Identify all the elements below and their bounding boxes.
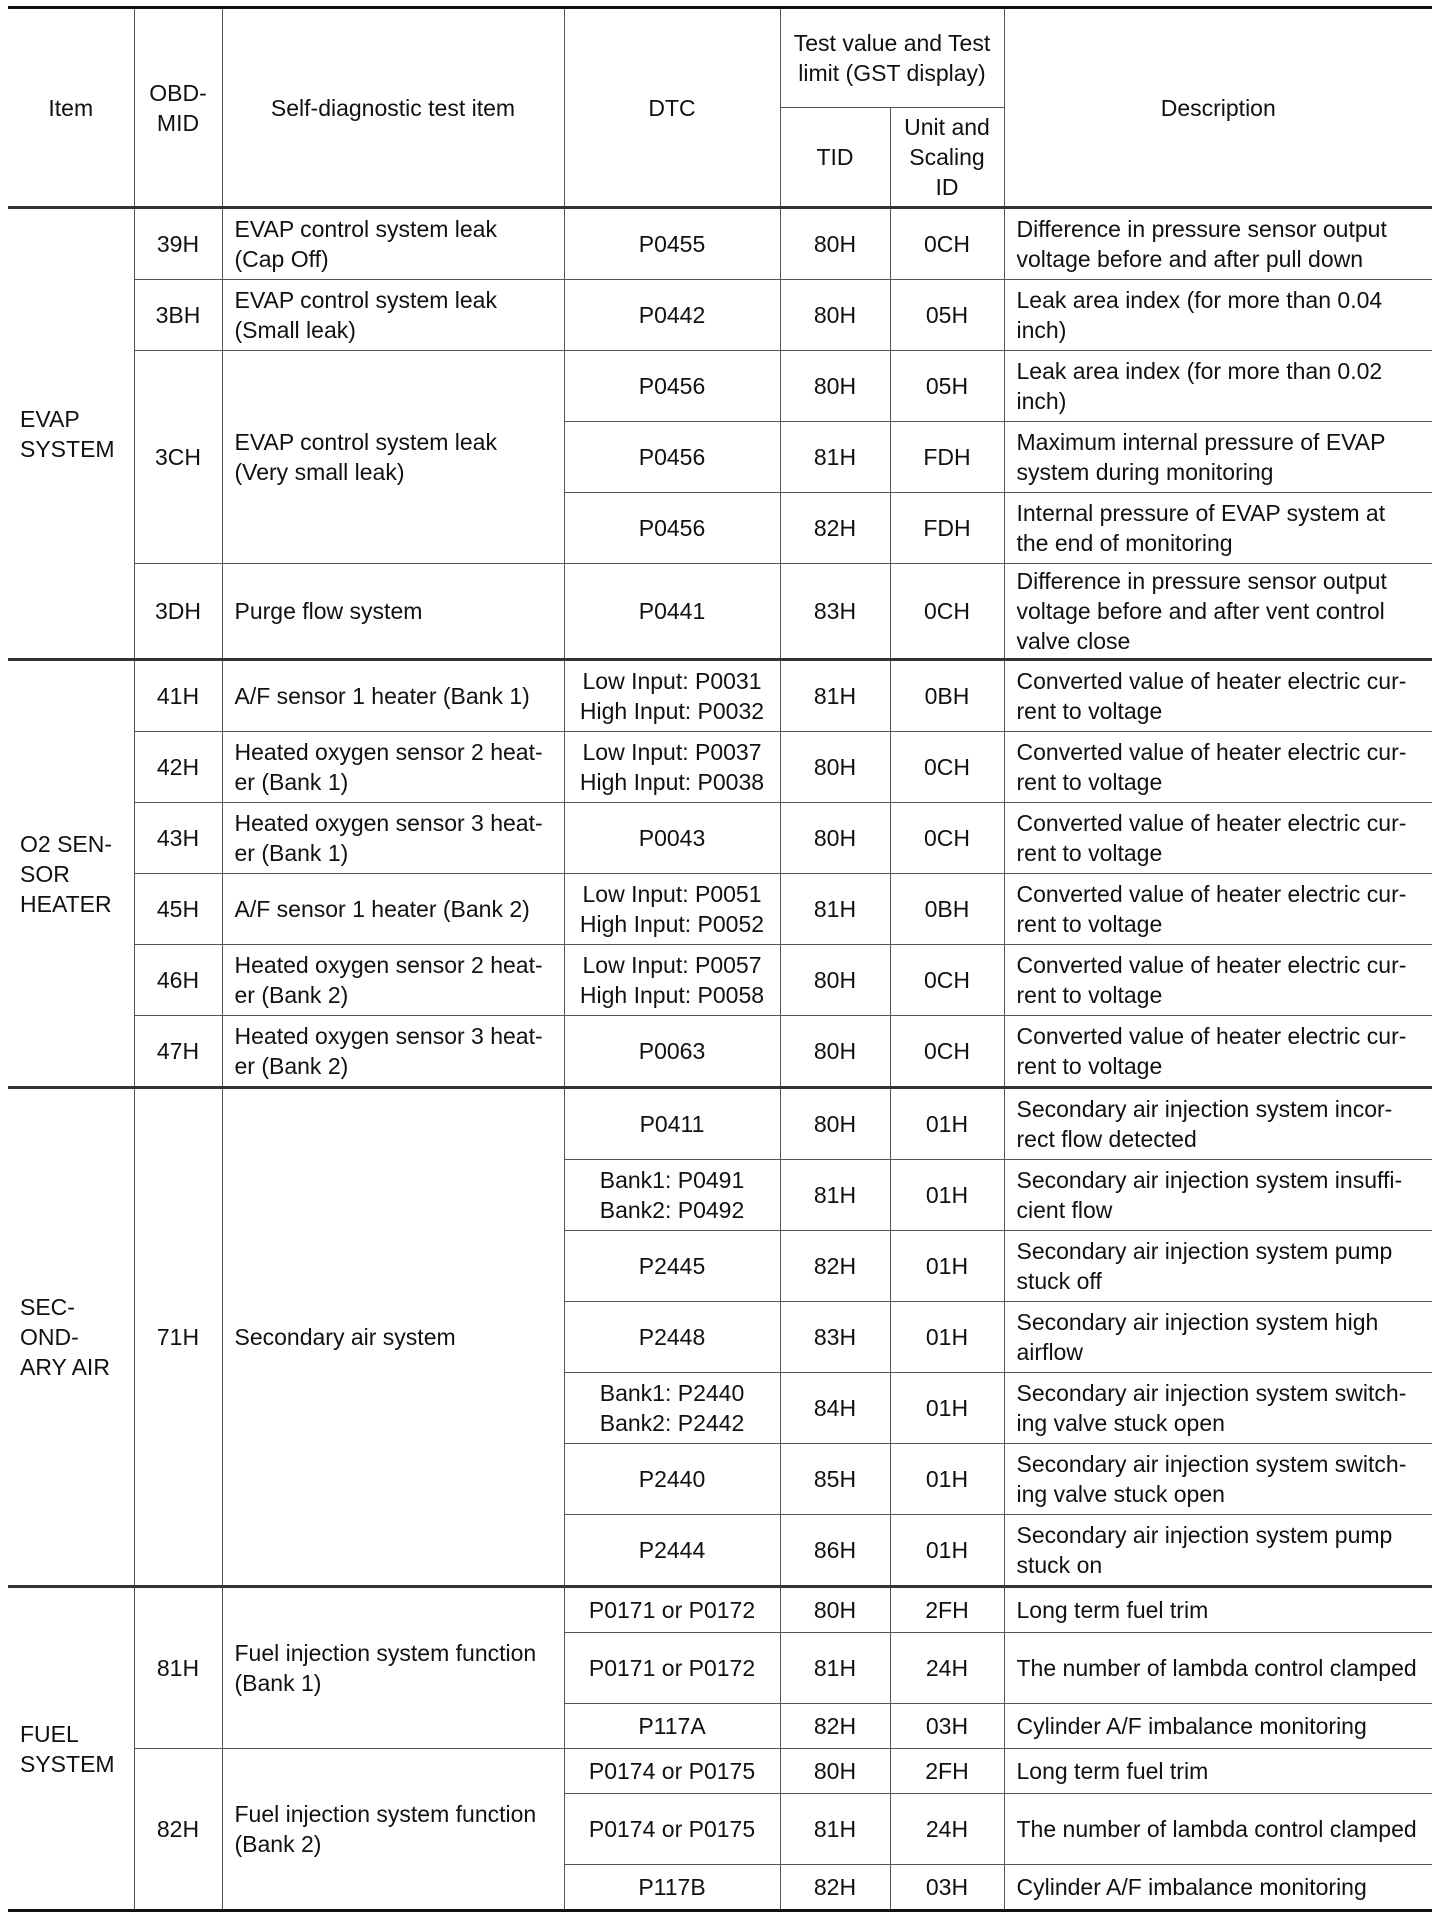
test-item-cell: A/F sensor 1 heater (Bank 1) <box>222 660 564 732</box>
dtc-cell <box>564 660 780 732</box>
table-row <box>8 803 1432 874</box>
dtc-cell: P0171 or P0172 <box>564 1587 780 1633</box>
description-cell: Leak area index (for more than 0.02 inch) <box>1004 351 1432 422</box>
dtc-cell <box>564 874 780 945</box>
description-cell: The number of lambda control clamped <box>1004 1633 1432 1704</box>
dtc-cell: P0174 or P0175 <box>564 1794 780 1865</box>
dtc-line: Bank2: P0492 <box>599 1197 745 1223</box>
dtc-cell <box>564 945 780 1016</box>
table-row <box>8 660 1432 732</box>
dtc-line: Low Input: P0031 <box>582 668 762 694</box>
obd-mid-cell: 46H <box>134 945 222 1016</box>
tid-cell: 81H <box>780 422 890 493</box>
description-cell: Cylinder A/F imbalance monitoring <box>1004 1704 1432 1749</box>
unit-cell: 0BH <box>890 660 1004 732</box>
header-test-item: Self-diagnostic test item <box>222 8 564 208</box>
description-cell: Secondary air injection system high airflow <box>1004 1302 1432 1373</box>
obd-mid-table <box>8 6 1432 1912</box>
description-cell: Difference in pressure sensor output voltage before and after vent control valve close <box>1004 564 1432 660</box>
table-row <box>8 874 1432 945</box>
group-label-secondary-air: SEC-OND-ARY AIR <box>8 1088 134 1587</box>
description-cell: Converted value of heater electric cur-rent to voltage <box>1004 874 1432 945</box>
dtc-cell: P0455 <box>564 208 780 280</box>
table-row <box>8 732 1432 803</box>
dtc-cell: P0174 or P0175 <box>564 1749 780 1794</box>
description-cell: Converted value of heater electric cur-rent to voltage <box>1004 660 1432 732</box>
dtc-cell: P0456 <box>564 422 780 493</box>
tid-cell: 80H <box>780 280 890 351</box>
dtc-cell: P2445 <box>564 1231 780 1302</box>
table-row <box>8 945 1432 1016</box>
group-label-o2-sensor-heater: O2 SEN-SOR HEATER <box>8 660 134 1088</box>
dtc-line: High Input: P0038 <box>579 769 765 795</box>
obd-mid-cell: 41H <box>134 660 222 732</box>
dtc-cell: P0456 <box>564 351 780 422</box>
dtc-cell: P0171 or P0172 <box>564 1633 780 1704</box>
unit-cell: 0CH <box>890 803 1004 874</box>
tid-cell: 86H <box>780 1515 890 1587</box>
obd-mid-cell: 3CH <box>134 351 222 564</box>
test-item-cell: Secondary air system <box>222 1088 564 1587</box>
unit-cell: 01H <box>890 1515 1004 1587</box>
obd-mid-cell: 3BH <box>134 280 222 351</box>
unit-cell: 0CH <box>890 945 1004 1016</box>
dtc-line: Bank2: P2442 <box>599 1410 745 1436</box>
header-row-1 <box>8 8 1432 108</box>
tid-cell: 80H <box>780 1016 890 1088</box>
test-item-cell: EVAP control system leak (Small leak) <box>222 280 564 351</box>
dtc-cell: P2440 <box>564 1444 780 1515</box>
tid-cell: 84H <box>780 1373 890 1444</box>
tid-cell: 81H <box>780 874 890 945</box>
tid-cell: 81H <box>780 1160 890 1231</box>
tid-cell: 80H <box>780 208 890 280</box>
description-cell: Converted value of heater electric cur-rent to voltage <box>1004 803 1432 874</box>
obd-mid-cell: 71H <box>134 1088 222 1587</box>
test-item-cell: EVAP control system leak (Cap Off) <box>222 208 564 280</box>
description-cell: Secondary air injection system pump stuck on <box>1004 1515 1432 1587</box>
tid-cell: 85H <box>780 1444 890 1515</box>
group-label-fuel-system: FUEL SYSTEM <box>8 1587 134 1911</box>
dtc-cell: P2444 <box>564 1515 780 1587</box>
description-cell: Converted value of heater electric cur-rent to voltage <box>1004 1016 1432 1088</box>
dtc-cell <box>564 732 780 803</box>
tid-cell: 83H <box>780 564 890 660</box>
tid-cell: 82H <box>780 1865 890 1911</box>
dtc-line: Bank1: P0491 <box>599 1167 745 1193</box>
test-item-cell: A/F sensor 1 heater (Bank 2) <box>222 874 564 945</box>
table-row <box>8 1587 1432 1633</box>
unit-cell: 0CH <box>890 1016 1004 1088</box>
obd-mid-cell: 43H <box>134 803 222 874</box>
tid-cell: 81H <box>780 660 890 732</box>
description-cell: Internal pressure of EVAP system at the end of monitoring <box>1004 493 1432 564</box>
description-cell: Secondary air injection system insuffi-cient flow <box>1004 1160 1432 1231</box>
tid-cell: 80H <box>780 1587 890 1633</box>
group-label-evap: EVAP SYSTEM <box>8 208 134 660</box>
dtc-cell: P117B <box>564 1865 780 1911</box>
dtc-cell: P0442 <box>564 280 780 351</box>
unit-cell: 01H <box>890 1160 1004 1231</box>
description-cell: Leak area index (for more than 0.04 inch) <box>1004 280 1432 351</box>
description-cell: Secondary air injection system switch-ing valve stuck open <box>1004 1444 1432 1515</box>
dtc-line: Low Input: P0037 <box>582 739 762 765</box>
obd-mid-cell: 45H <box>134 874 222 945</box>
header-description: Description <box>1004 8 1432 208</box>
table-row <box>8 1088 1432 1160</box>
test-item-cell: Heated oxygen sensor 3 heat-er (Bank 1) <box>222 803 564 874</box>
test-item-cell: Fuel injection system function (Bank 2) <box>222 1749 564 1911</box>
dtc-line: Bank1: P2440 <box>599 1380 745 1406</box>
unit-cell: 24H <box>890 1794 1004 1865</box>
unit-cell: FDH <box>890 422 1004 493</box>
unit-cell: 01H <box>890 1231 1004 1302</box>
dtc-line: Low Input: P0051 <box>582 881 762 907</box>
table-row <box>8 280 1432 351</box>
tid-cell: 81H <box>780 1633 890 1704</box>
tid-cell: 83H <box>780 1302 890 1373</box>
unit-cell: 01H <box>890 1444 1004 1515</box>
dtc-cell: P0063 <box>564 1016 780 1088</box>
table-row <box>8 1749 1432 1794</box>
tid-cell: 80H <box>780 803 890 874</box>
dtc-cell: P2448 <box>564 1302 780 1373</box>
test-item-cell: Heated oxygen sensor 2 heat-er (Bank 1) <box>222 732 564 803</box>
description-cell: Converted value of heater electric cur-rent to voltage <box>1004 732 1432 803</box>
test-item-cell: Fuel injection system function (Bank 1) <box>222 1587 564 1749</box>
description-cell: Maximum internal pressure of EVAP system during monitoring <box>1004 422 1432 493</box>
unit-cell: 01H <box>890 1373 1004 1444</box>
header-unit-scaling-id: Unit and Scaling ID <box>890 108 1004 208</box>
table-row <box>8 564 1432 660</box>
test-item-cell: Purge flow system <box>222 564 564 660</box>
table-row <box>8 1016 1432 1088</box>
obd-mid-cell: 47H <box>134 1016 222 1088</box>
unit-cell: 01H <box>890 1302 1004 1373</box>
header-item: Item <box>8 8 134 208</box>
description-cell: Secondary air injection system pump stuck off <box>1004 1231 1432 1302</box>
test-item-cell: Heated oxygen sensor 3 heat-er (Bank 2) <box>222 1016 564 1088</box>
unit-cell: 2FH <box>890 1587 1004 1633</box>
unit-cell: 0CH <box>890 564 1004 660</box>
unit-cell: 03H <box>890 1865 1004 1911</box>
unit-cell: 0CH <box>890 208 1004 280</box>
tid-cell: 82H <box>780 493 890 564</box>
description-cell: Long term fuel trim <box>1004 1587 1432 1633</box>
dtc-cell: P0441 <box>564 564 780 660</box>
header-tid: TID <box>780 108 890 208</box>
tid-cell: 80H <box>780 1749 890 1794</box>
description-cell: Secondary air injection system incor-rect flow detected <box>1004 1088 1432 1160</box>
header-obd-mid: OBD-MID <box>134 8 222 208</box>
table-row <box>8 208 1432 280</box>
tid-cell: 81H <box>780 1794 890 1865</box>
tid-cell: 82H <box>780 1231 890 1302</box>
tid-cell: 80H <box>780 732 890 803</box>
obd-mid-cell: 42H <box>134 732 222 803</box>
dtc-cell: P0411 <box>564 1088 780 1160</box>
header-dtc: DTC <box>564 8 780 208</box>
header-test-value: Test value and Test limit (GST display) <box>780 8 1004 108</box>
unit-cell: 03H <box>890 1704 1004 1749</box>
dtc-line: High Input: P0058 <box>579 982 765 1008</box>
unit-cell: 24H <box>890 1633 1004 1704</box>
dtc-cell <box>564 1160 780 1231</box>
obd-mid-cell: 39H <box>134 208 222 280</box>
unit-cell: 2FH <box>890 1749 1004 1794</box>
description-cell: Converted value of heater electric cur-rent to voltage <box>1004 945 1432 1016</box>
test-item-cell: Heated oxygen sensor 2 heat-er (Bank 2) <box>222 945 564 1016</box>
unit-cell: 05H <box>890 280 1004 351</box>
dtc-cell: P117A <box>564 1704 780 1749</box>
tid-cell: 82H <box>780 1704 890 1749</box>
dtc-cell: P0456 <box>564 493 780 564</box>
description-cell: Cylinder A/F imbalance monitoring <box>1004 1865 1432 1911</box>
obd-mid-cell: 3DH <box>134 564 222 660</box>
table-row <box>8 351 1432 422</box>
test-item-cell: EVAP control system leak (Very small leak) <box>222 351 564 564</box>
unit-cell: 01H <box>890 1088 1004 1160</box>
tid-cell: 80H <box>780 1088 890 1160</box>
unit-cell: 0BH <box>890 874 1004 945</box>
unit-cell: FDH <box>890 493 1004 564</box>
unit-cell: 0CH <box>890 732 1004 803</box>
tid-cell: 80H <box>780 945 890 1016</box>
unit-cell: 05H <box>890 351 1004 422</box>
dtc-line: High Input: P0032 <box>579 698 765 724</box>
description-cell: Long term fuel trim <box>1004 1749 1432 1794</box>
description-cell: Difference in pressure sensor output voltage before and after pull down <box>1004 208 1432 280</box>
obd-mid-cell: 81H <box>134 1587 222 1749</box>
dtc-cell: P0043 <box>564 803 780 874</box>
obd-mid-cell: 82H <box>134 1749 222 1911</box>
description-cell: Secondary air injection system switch-ing valve stuck open <box>1004 1373 1432 1444</box>
dtc-cell <box>564 1373 780 1444</box>
description-cell: The number of lambda control clamped <box>1004 1794 1432 1865</box>
dtc-line: High Input: P0052 <box>579 911 765 937</box>
tid-cell: 80H <box>780 351 890 422</box>
dtc-line: Low Input: P0057 <box>582 952 762 978</box>
